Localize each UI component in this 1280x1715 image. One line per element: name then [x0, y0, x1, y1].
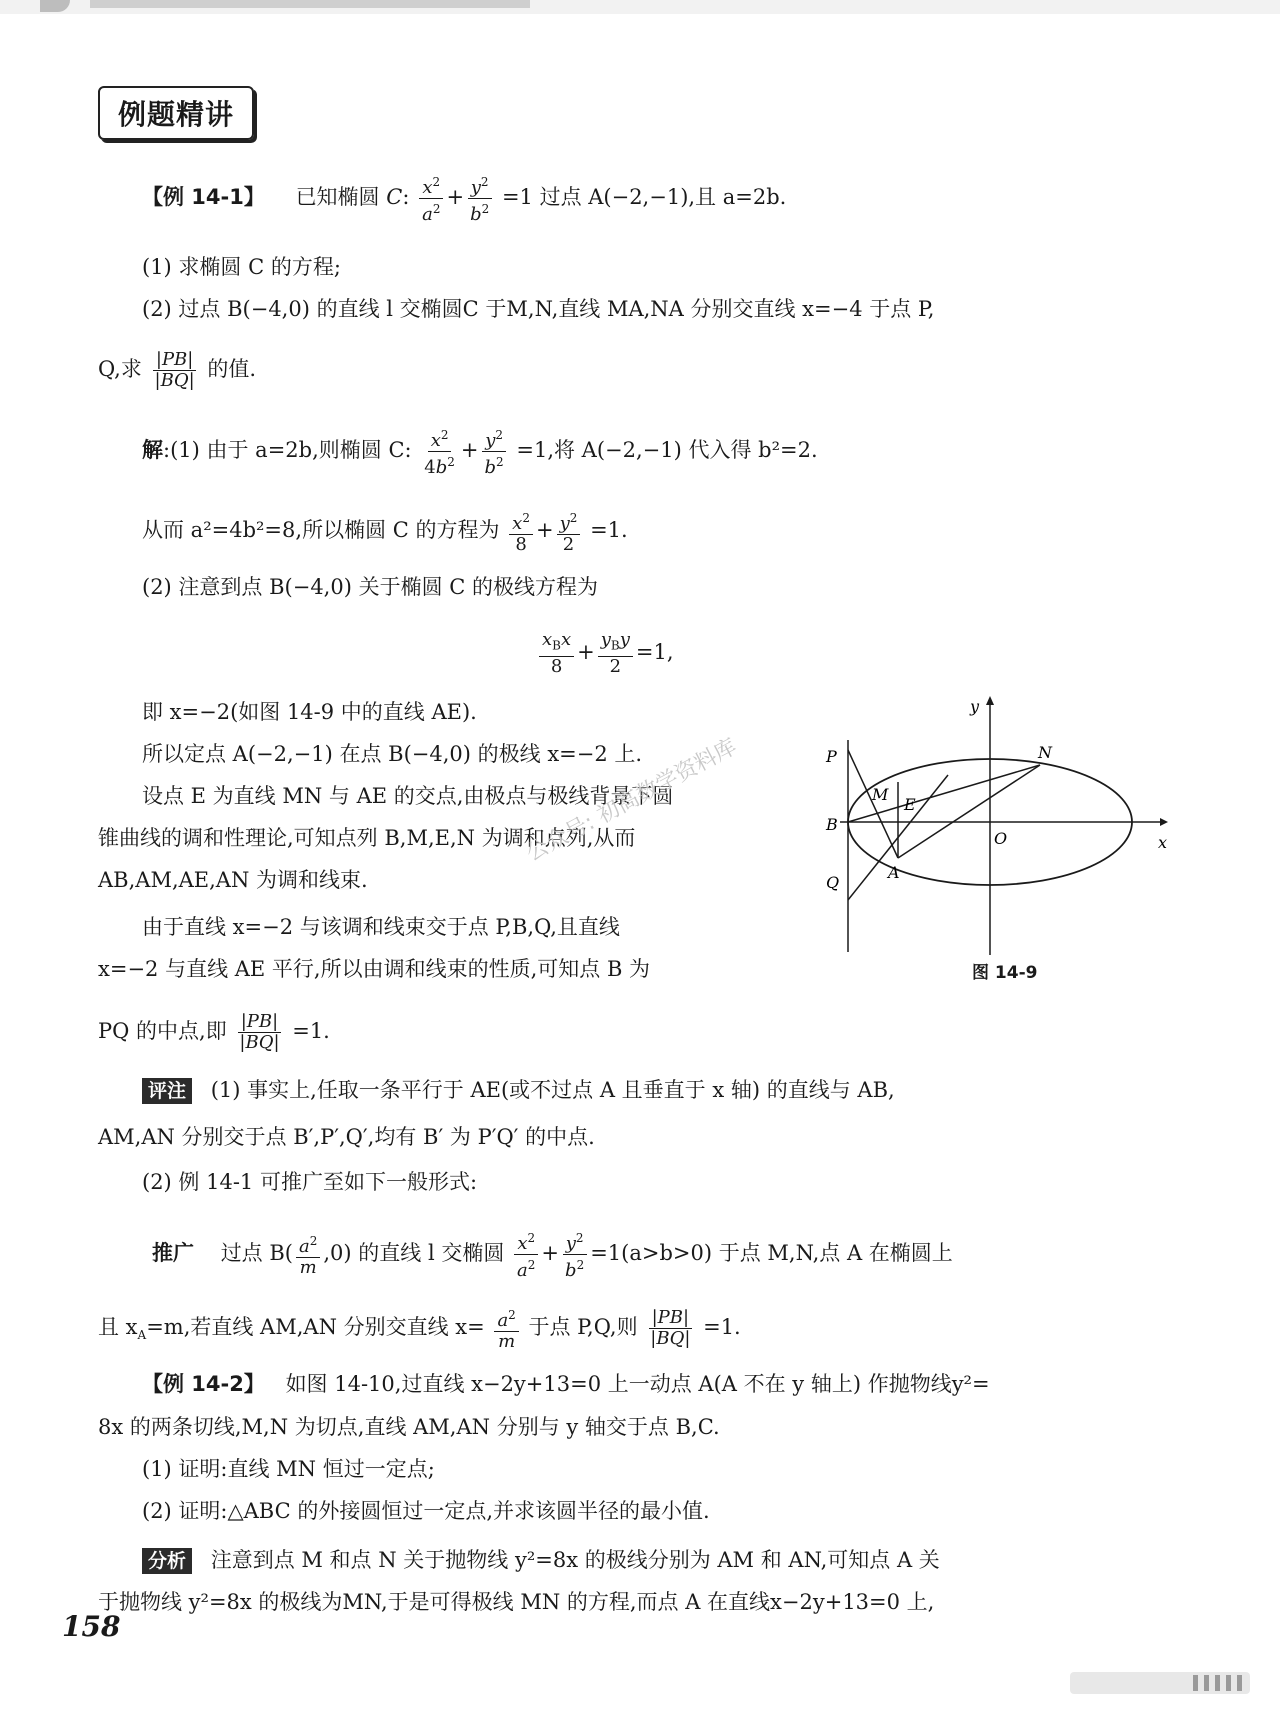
- generalization-line-2: 且 $x_A=m$,若直线 AM,AN 分别交直线 x= $\frac{a^2}{m}$ 于点 P,Q,则 $\frac{|PB|}{|BQ|}$ =1.: [98, 1307, 741, 1352]
- label-B: B: [826, 815, 838, 834]
- y-axis-arrow-icon: [986, 696, 994, 705]
- fraction: $\frac{y^2}{b^2}$: [467, 172, 492, 225]
- fraction: $\frac{y^2}{b^2}$: [562, 1228, 587, 1281]
- remark-line-3: (2) 例 14-1 可推广至如下一般形式:: [142, 1170, 478, 1194]
- indicator-bar-icon: [1193, 1675, 1198, 1691]
- fraction: $\frac{x^2}{a^2}$: [419, 172, 443, 225]
- example-14-2-question-1: (1) 证明:直线 MN 恒过一定点;: [142, 1457, 435, 1481]
- solution-line-1: 解:(1) 由于 a=2b,则椭圆 C: $\frac{x^2}{4b^2}$ + $\frac{y^2}{b^2}$ =1,将 A(−2,−1) 代入得 b²=2.: [142, 425, 818, 478]
- example-14-1-question-1: (1) 求椭圆 C 的方程;: [142, 255, 341, 279]
- fraction: $\frac{a^2}{m}$: [494, 1305, 518, 1352]
- fraction: $\frac{a^2}{m}$: [296, 1231, 320, 1278]
- page-header-strip: [0, 0, 1280, 14]
- analysis-line-2: 于抛物线 y²=8x 的极线为MN,于是可得极线 MN 的方程,而点 A 在直线x−2y+13=0 上,: [98, 1590, 935, 1614]
- solution-line-3: (2) 注意到点 B(−4,0) 关于椭圆 C 的极线方程为: [142, 575, 599, 599]
- example-14-1-statement: 【例 14-1】 已知椭圆 C: $\frac{x^2}{a^2}$ + $\frac{y^2}{b^2}$ =1 过点 A(−2,−1),且 a=2b.: [142, 172, 786, 225]
- section-title: 例题精讲: [98, 86, 254, 140]
- label-Q: Q: [826, 873, 840, 892]
- solution-label: 解: [142, 438, 163, 462]
- figure-caption: 图 14-9: [972, 963, 1038, 983]
- label-y: y: [970, 697, 980, 716]
- example-14-2-line-2: 8x 的两条切线,M,N 为切点,直线 AM,AN 分别与 y 轴交于点 B,C.: [98, 1415, 720, 1439]
- indicator-bar-icon: [1226, 1675, 1231, 1691]
- fraction: $\frac{x^2}{a^2}$: [514, 1228, 538, 1281]
- label-x: x: [1158, 833, 1168, 852]
- fraction: $\frac{y^2}{b^2}$: [482, 425, 507, 478]
- indicator-bar-icon: [1204, 1675, 1209, 1691]
- label-E: E: [904, 795, 916, 814]
- solution-line-5: 所以定点 A(−2,−1) 在点 B(−4,0) 的极线 x=−2 上.: [142, 742, 643, 766]
- fraction: $\frac{|PB|}{|BQ|}$: [154, 349, 195, 391]
- solution-line-11: PQ 的中点,即 $\frac{|PB|}{|BQ|}$ =1.: [98, 1011, 330, 1053]
- indicator-bar-icon: [1215, 1675, 1220, 1691]
- x-axis-arrow-icon: [1160, 818, 1168, 826]
- indicator-bar-icon: [1237, 1675, 1242, 1691]
- fraction: $\frac{x_Bx}{8}$: [539, 630, 574, 677]
- fraction: $\frac{y^2}{2}$: [557, 508, 581, 555]
- solution-line-7: 锥曲线的调和性理论,可知点列 B,M,E,N 为调和点列,从而: [98, 826, 636, 850]
- label-M: M: [872, 785, 889, 804]
- solution-line-9: 由于直线 x=−2 与该调和线束交于点 P,B,Q,且直线: [142, 915, 620, 939]
- remark-tag: 评注: [142, 1078, 192, 1104]
- page-scroll-indicator: [1070, 1672, 1250, 1694]
- label-O: O: [994, 829, 1008, 848]
- fraction: $\frac{x^2}{4b^2}$: [421, 425, 458, 478]
- analysis-tag: 分析: [142, 1548, 192, 1574]
- analysis-line-1: 分析 注意到点 M 和点 N 关于抛物线 y²=8x 的极线分别为 AM 和 AN,可知点 A 关: [142, 1543, 940, 1577]
- page-number: 158: [62, 1610, 121, 1643]
- generalization-label: 推广: [152, 1241, 194, 1265]
- example-label: 【例 14-2】: [142, 1372, 265, 1396]
- remark-line-1: 评注 (1) 事实上,任取一条平行于 AE(或不过点 A 且垂直于 x 轴) 的直线与 AB,: [142, 1073, 895, 1107]
- header-bookmark-icon: [40, 0, 70, 12]
- solution-line-2: 从而 a²=4b²=8,所以椭圆 C 的方程为 $\frac{x^2}{8}$ + $\frac{y^2}{2}$ =1.: [142, 508, 628, 555]
- solution-line-10: x=−2 与直线 AE 平行,所以由调和线束的性质,可知点 B 为: [98, 957, 651, 981]
- polar-equation: $\frac{x_Bx}{8}$ + $\frac{y_By}{2}$ =1,: [536, 630, 674, 677]
- fraction: $\frac{|PB|}{|BQ|}$: [650, 1307, 691, 1349]
- fraction: $\frac{|PB|}{|BQ|}$: [239, 1011, 280, 1053]
- example-label: 【例 14-1】: [142, 185, 265, 209]
- solution-line-8: AB,AM,AE,AN 为调和线束.: [98, 868, 368, 892]
- example-14-1-question-2-cont: Q,求 $\frac{|PB|}{|BQ|}$ 的值.: [98, 349, 257, 391]
- fraction: $\frac{x^2}{8}$: [509, 508, 533, 555]
- figure-14-9: [820, 690, 1180, 960]
- header-text-fragment: [90, 0, 530, 8]
- label-P: P: [826, 747, 837, 766]
- fraction: $\frac{y_By}{2}$: [598, 630, 633, 677]
- solution-line-4: 即 x=−2(如图 14-9 中的直线 AE).: [142, 700, 477, 724]
- label-A: A: [888, 863, 900, 882]
- example-14-2-question-2: (2) 证明:△ABC 的外接圆恒过一定点,并求该圆半径的最小值.: [142, 1499, 710, 1523]
- example-14-1-question-2: (2) 过点 B(−4,0) 的直线 l 交椭圆C 于M,N,直线 MA,NA 分别交直线 x=−4 于点 P,: [142, 297, 935, 321]
- generalization-line-1: 推广 过点 B( $\frac{a^2}{m}$ ,0) 的直线 l 交椭圆 $\frac{x^2}{a^2}$ + $\frac{y^2}{b^2}$ =1(a>b>0) 于点 M,N,点 A 在椭圆上: [152, 1228, 953, 1281]
- watermark: 公众号: 初高数学资料库: [522, 734, 742, 867]
- solution-line-6: 设点 E 为直线 MN 与 AE 的交点,由极点与极线背景下圆: [142, 784, 674, 808]
- example-14-2-line-1: 【例 14-2】 如图 14-10,过直线 x−2y+13=0 上一动点 A(A 不在 y 轴上) 作抛物线y²=: [142, 1372, 990, 1396]
- label-N: N: [1038, 743, 1052, 762]
- remark-line-2: AM,AN 分别交于点 B′,P′,Q′,均有 B′ 为 P′Q′ 的中点.: [98, 1125, 595, 1149]
